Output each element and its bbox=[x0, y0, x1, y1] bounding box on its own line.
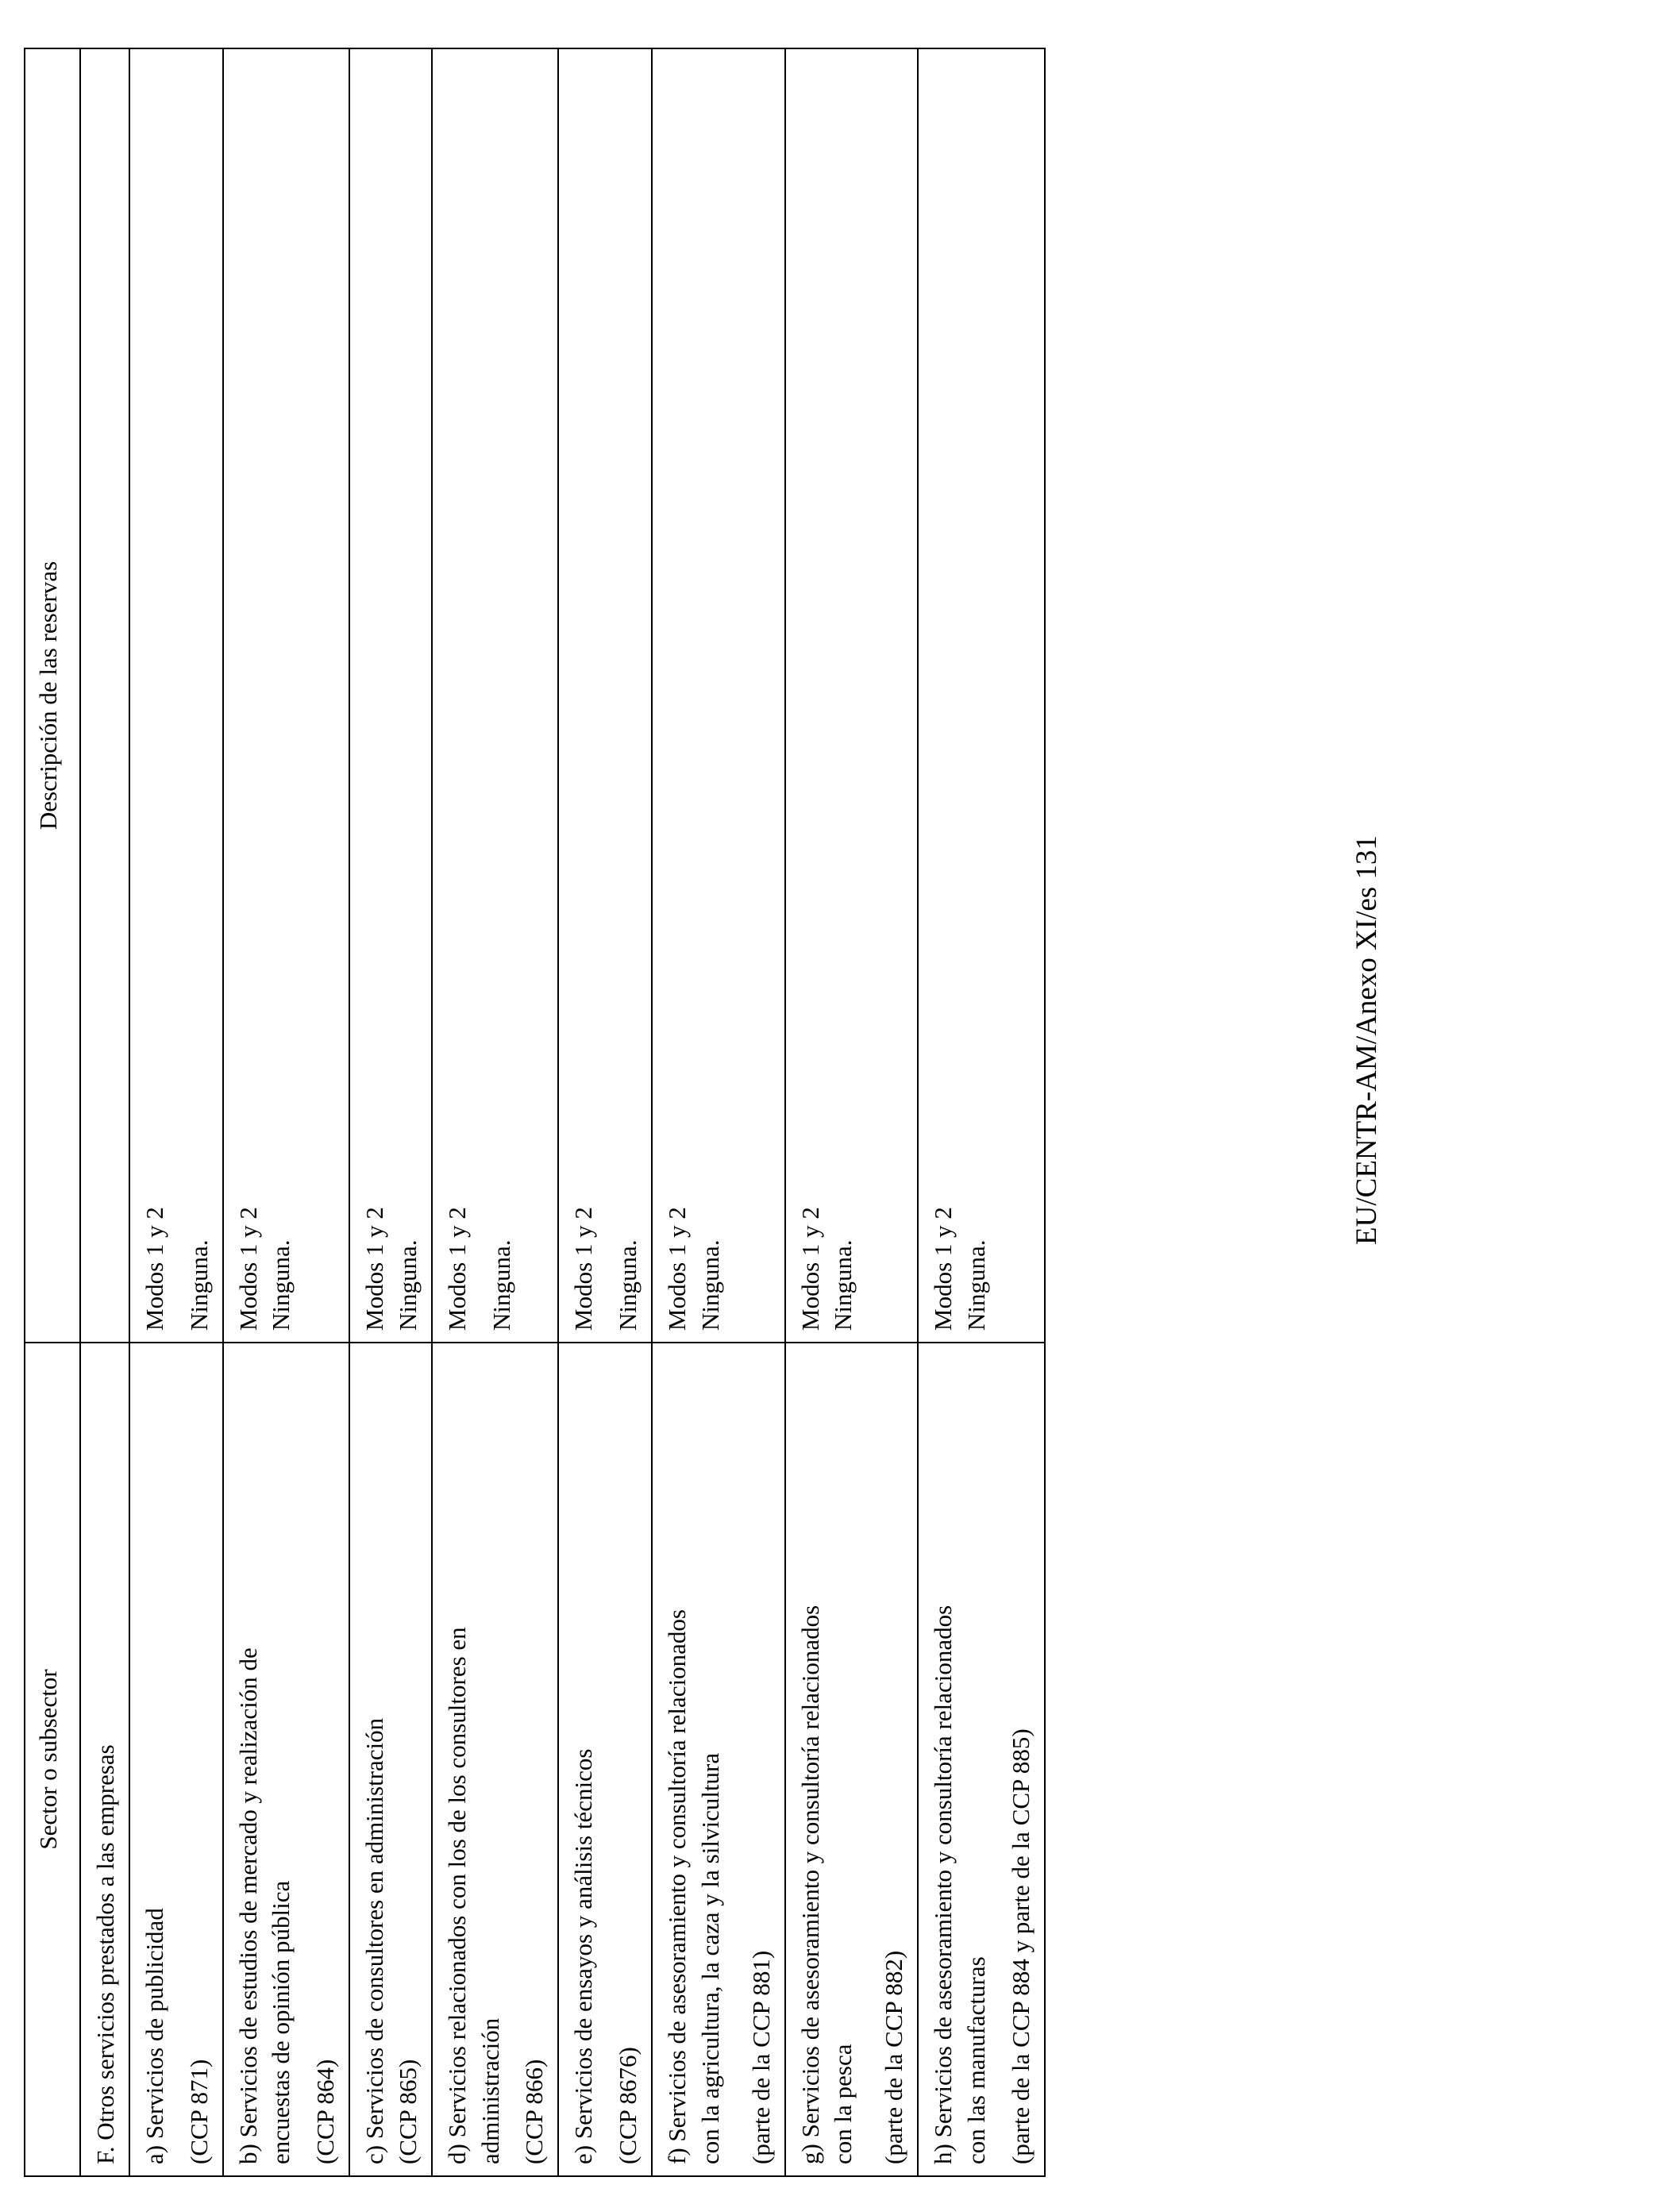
group-empty-cell bbox=[80, 48, 129, 1343]
sector-line: (CCP 865) bbox=[393, 2059, 422, 2164]
sector-line: h) Servicios de asesoramiento y consultoría relacionados bbox=[929, 1605, 958, 2164]
sector-cell bbox=[129, 1343, 223, 2176]
table-header-row bbox=[25, 48, 80, 2176]
description-line: Ninguna. bbox=[614, 1239, 642, 1331]
sector-line: a) Servicios de publicidad bbox=[140, 1908, 168, 2164]
sector-line: e) Servicios de ensayos y análisis técnicos bbox=[569, 1748, 598, 2164]
description-cell bbox=[129, 48, 223, 1343]
group-label: F. Otros servicios prestados a las empresas bbox=[80, 1343, 129, 2176]
table-row bbox=[223, 48, 350, 2176]
description-line: Modos 1 y 2 bbox=[233, 1207, 262, 1331]
description-cell bbox=[432, 48, 559, 1343]
description-line: Modos 1 y 2 bbox=[662, 1207, 691, 1331]
description-cell bbox=[918, 48, 1045, 1343]
description-cell bbox=[558, 48, 652, 1343]
reservations-table bbox=[24, 48, 1046, 2177]
rotated-page bbox=[24, 49, 1035, 2177]
description-cell bbox=[785, 48, 919, 1343]
sector-line: b) Servicios de estudios de mercado y realización de bbox=[233, 1647, 262, 2164]
description-cell bbox=[349, 48, 432, 1343]
table-row bbox=[785, 48, 919, 2176]
description-line: Modos 1 y 2 bbox=[569, 1207, 598, 1331]
page-footer: EU/CENTR-AM/Anexo XI/es 131 bbox=[1351, 835, 1383, 1245]
table-row bbox=[129, 48, 223, 2176]
sector-cell bbox=[558, 1343, 652, 2176]
sector-line: c) Servicios de consultores en administración bbox=[360, 1717, 389, 2164]
description-line: Ninguna. bbox=[696, 1239, 724, 1331]
description-line: Ninguna. bbox=[393, 1239, 422, 1331]
sector-cell bbox=[223, 1343, 350, 2176]
table-row bbox=[918, 48, 1045, 2176]
sector-line: (CCP 866) bbox=[520, 2059, 549, 2164]
sector-line: con la agricultura, la caza y la silvicultura bbox=[696, 1752, 724, 2164]
sector-line: con las manufacturas bbox=[961, 1956, 990, 2164]
description-line: Modos 1 y 2 bbox=[360, 1207, 389, 1331]
sector-line: f) Servicios de asesoramiento y consultoría relacionados bbox=[662, 1609, 691, 2164]
description-line: Ninguna. bbox=[267, 1239, 295, 1331]
description-line: Ninguna. bbox=[961, 1239, 990, 1331]
sector-cell bbox=[785, 1343, 919, 2176]
description-line: Modos 1 y 2 bbox=[140, 1207, 168, 1331]
sector-line: (CCP 864) bbox=[311, 2059, 340, 2164]
description-line: Modos 1 y 2 bbox=[442, 1207, 471, 1331]
table-row bbox=[349, 48, 432, 2176]
sector-line: (CCP 8676) bbox=[614, 2047, 642, 2164]
sector-line: g) Servicios de asesoramiento y consultoría relacionados bbox=[796, 1605, 824, 2164]
group-row bbox=[80, 48, 129, 2176]
header-description: Descripción de las reservas bbox=[25, 48, 80, 1343]
description-line: Ninguna. bbox=[487, 1239, 515, 1331]
description-cell bbox=[223, 48, 350, 1343]
sector-line: (parte de la CCP 881) bbox=[746, 1950, 775, 2164]
description-line: Ninguna. bbox=[184, 1239, 213, 1331]
sector-line: administración bbox=[476, 2017, 504, 2164]
table-row bbox=[558, 48, 652, 2176]
table-row bbox=[432, 48, 559, 2176]
sector-cell bbox=[432, 1343, 559, 2176]
sector-line: encuestas de opinión pública bbox=[267, 1880, 295, 2164]
description-line: Modos 1 y 2 bbox=[929, 1207, 958, 1331]
description-cell bbox=[652, 48, 785, 1343]
description-line: Ninguna. bbox=[829, 1239, 857, 1331]
sector-cell bbox=[652, 1343, 785, 2176]
sector-line: (CCP 871) bbox=[184, 2059, 213, 2164]
header-sector: Sector o subsector bbox=[25, 1343, 80, 2176]
sector-cell bbox=[349, 1343, 432, 2176]
table-row bbox=[652, 48, 785, 2176]
description-line: Modos 1 y 2 bbox=[796, 1207, 824, 1331]
sector-line: (parte de la CCP 882) bbox=[880, 1950, 908, 2164]
sector-line: d) Servicios relacionados con los de los consultores en bbox=[442, 1627, 471, 2164]
sector-cell bbox=[918, 1343, 1045, 2176]
sector-line: (parte de la CCP 884 y parte de la CCP 885) bbox=[1006, 1728, 1035, 2164]
sector-line: con la pesca bbox=[829, 2044, 857, 2164]
